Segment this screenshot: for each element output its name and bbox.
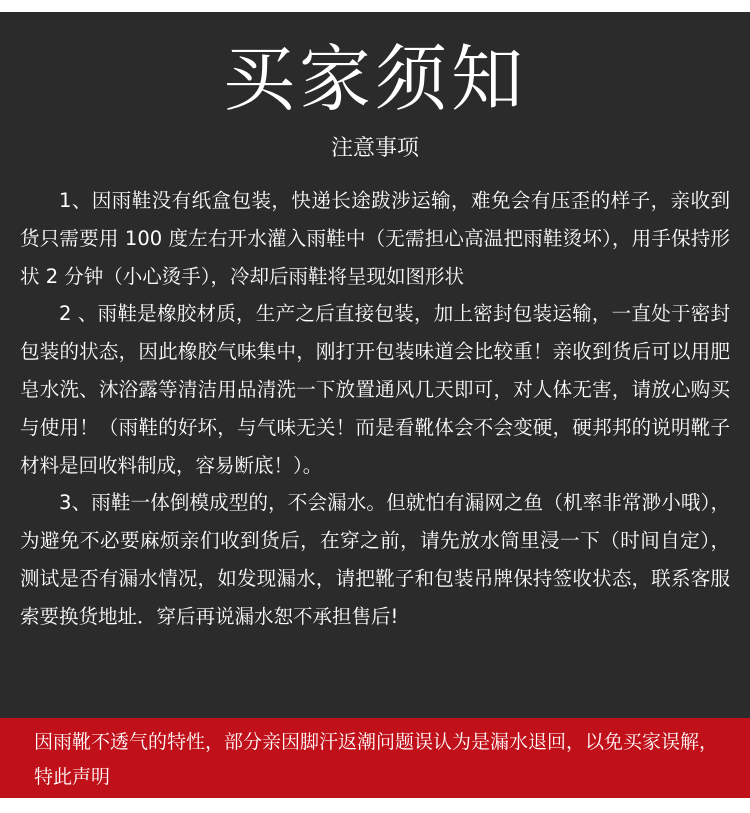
page-title: 买家须知 xyxy=(222,37,527,121)
note-paragraph-1: 1、因雨鞋没有纸盒包装，快递长途跋涉运输，难免会有压歪的样子，亲收到货只需要用 100 度左右开水灌入雨鞋中（无需担心高温把雨鞋烫坏），用手保持形状 2 分钟（小心烫手），冷却后雨鞋将呈现如图形状 xyxy=(20,189,730,288)
notes-body xyxy=(20,182,730,636)
page-subtitle: 注意事项 xyxy=(330,136,419,161)
disclaimer-banner: 因雨靴不透气的特性，部分亲因脚汗返潮问题误认为是漏水退回，以免买家误解，特此声明 xyxy=(0,718,750,798)
notice-panel xyxy=(0,12,750,798)
note-paragraph-2: 2 、雨鞋是橡胶材质，生产之后直接包装，加上密封包装运输，一直处于密封包装的状态，因此橡胶气味集中，刚打开包装味道会比较重！亲收到货后可以用肥皂水洗、沐浴露等清洁用品清洗一下放置通风几天即可，对人体无害，请放心购买与使用！（雨鞋的好坏，与气味无关！而是看靴体会不会变硬，硬邦邦的说明靴子材料是回收料制成，容易断底！）。 xyxy=(20,302,730,477)
note-paragraph-3: 3、雨鞋一体倒模成型的，不会漏水。但就怕有漏网之鱼（机率非常渺小哦），为避免不必要麻烦亲们收到货后，在穿之前，请先放水筒里浸一下（时间自定），测试是否有漏水情况，如发现漏水，请把靴子和包装吊牌保持签收状态，联系客服索要换货地址．穿后再说漏水恕不承担售后! xyxy=(20,491,730,628)
